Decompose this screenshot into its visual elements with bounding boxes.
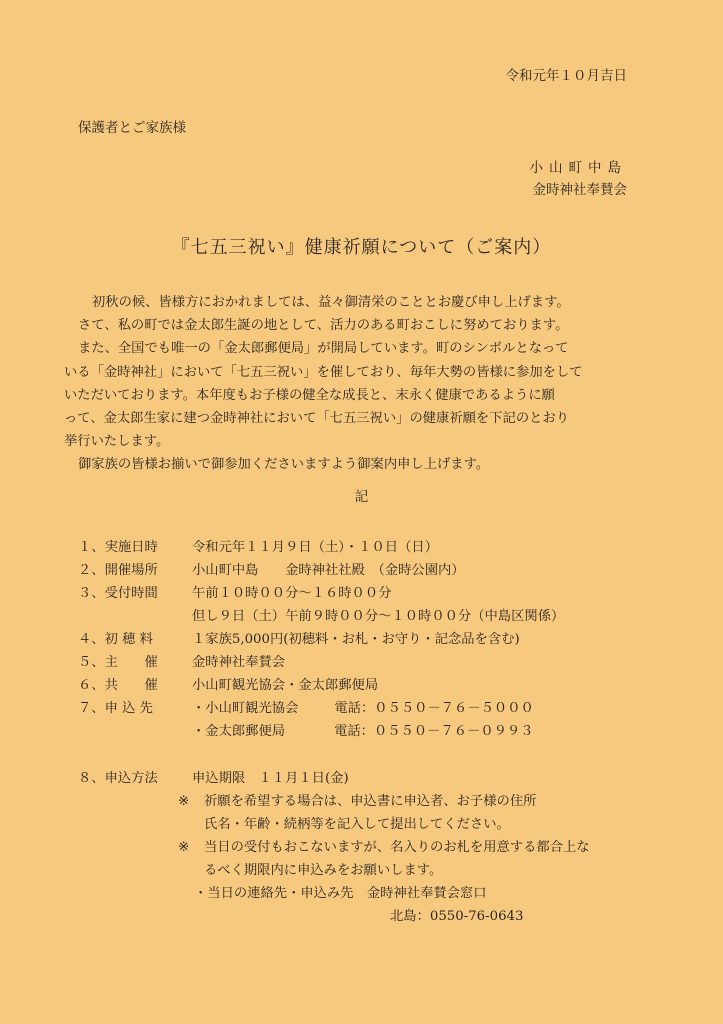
- document-title: 『七五三祝い』健康祈願について（ご案内）: [171, 237, 552, 258]
- detail-label: ２、開催場所: [78, 563, 158, 578]
- contact-name: ・金太郎郵便局: [192, 724, 286, 739]
- detail-label: ６、共 催: [78, 678, 158, 693]
- body-paragraph: いただいております。本年度もお子様の健全な成長と、末永く健康であるように願: [64, 387, 555, 403]
- sender-organization: 金時神社奉賛会: [532, 182, 627, 198]
- detail-value: 但し９日（土）午前９時００分～１０時００分（中島区関係）: [192, 609, 565, 624]
- detail-row-cohost: [78, 674, 658, 697]
- day-contact: ・当日の連絡先・申込み先 金時神社奉賛会窓口: [194, 886, 487, 901]
- body-paragraph: また、全国でも唯一の「金太郎郵便局」が開局しています。町のシンボルとなって: [78, 341, 569, 357]
- note-mark: ※: [178, 794, 190, 809]
- detail-label: ７、申 込 先: [78, 701, 153, 716]
- note-1-continued: 氏名・年齢・続柄等を記入して提出してください。: [204, 817, 510, 832]
- detail-row-contact-2: [78, 720, 658, 743]
- ki-heading: 記: [354, 489, 369, 505]
- note-text: 祈願を希望する場合は、申込書に申込者、お子様の住所: [204, 794, 537, 809]
- detail-label: ５、主 催: [78, 655, 158, 670]
- body-paragraph: さて、私の町では金太郎生誕の地として、活力のある町おこしに努めております。: [78, 318, 569, 334]
- detail-row-contact-1: [78, 697, 658, 720]
- detail-value: 申込期限 １１月１日(金): [192, 771, 349, 786]
- contact-name: ・小山町観光協会: [192, 701, 299, 716]
- detail-row-host: [78, 651, 658, 674]
- note-mark: ※: [178, 840, 190, 855]
- detail-value: 金時神社奉賛会: [192, 655, 286, 670]
- detail-value: 令和元年１１月９日（土）・１０日（日）: [192, 540, 438, 555]
- body-paragraph: って、金太郎生家に建つ金時神社において「七五三祝い」の健康祈願を下記のとおり: [64, 411, 570, 427]
- body-paragraph: 初秋の候、皆様方におかれましては、益々御清栄のこととお慶び申し上げます。: [92, 295, 570, 310]
- day-contact-phone: 北島：0550-76-0643: [390, 909, 524, 924]
- detail-row-reception-note: [78, 605, 658, 628]
- detail-row-fee: [78, 628, 658, 651]
- detail-value: 小山町観光協会・金太郎郵便局: [192, 678, 379, 693]
- detail-value: 小山町中島 金時神社社殿 （金時公園内）: [192, 563, 465, 578]
- issue-date: 令和元年１０月吉日: [505, 68, 627, 84]
- note-1: [78, 790, 658, 813]
- note-2: [78, 836, 658, 859]
- note-text: 当日の受付もおこないますが、名入りのお札を用意する都合上な: [204, 840, 590, 855]
- detail-label: １、実施日時: [78, 540, 158, 555]
- body-paragraph: 御家族の皆様お揃いで御参加くださいますよう御案内申し上げます。: [78, 457, 490, 473]
- detail-value: 午前１０時００分～１６時００分: [192, 586, 392, 601]
- contact-phone: 電話：０５５０－７６－０９９３: [334, 724, 534, 739]
- body-text: [64, 291, 638, 477]
- note-2-continued: るべく期限内に申込みをお願いします。: [204, 863, 443, 878]
- detail-label: ４、初 穂 料: [78, 632, 153, 647]
- detail-row-date: [78, 536, 658, 559]
- detail-row-place: [78, 559, 658, 582]
- body-paragraph: いる「金時神社」において「七五三祝い」を催しており、毎年大勢の皆様に参加をして: [64, 364, 583, 380]
- detail-row-reception: [78, 582, 658, 605]
- sender-location: 小山町中島: [529, 160, 627, 176]
- contact-phone: 電話：０５５０－７６－５０００: [334, 701, 534, 716]
- detail-row-method: [78, 767, 658, 790]
- detail-label: ８、申込方法: [78, 771, 158, 786]
- detail-value: １家族5,000円(初穂料・お札・お守り・記念品を含む): [192, 632, 520, 647]
- detail-label: ３、受付時間: [78, 586, 158, 601]
- body-paragraph: 挙行いたします。: [64, 434, 170, 450]
- details-list: [78, 536, 658, 928]
- addressee: 保護者とご家族様: [78, 120, 186, 136]
